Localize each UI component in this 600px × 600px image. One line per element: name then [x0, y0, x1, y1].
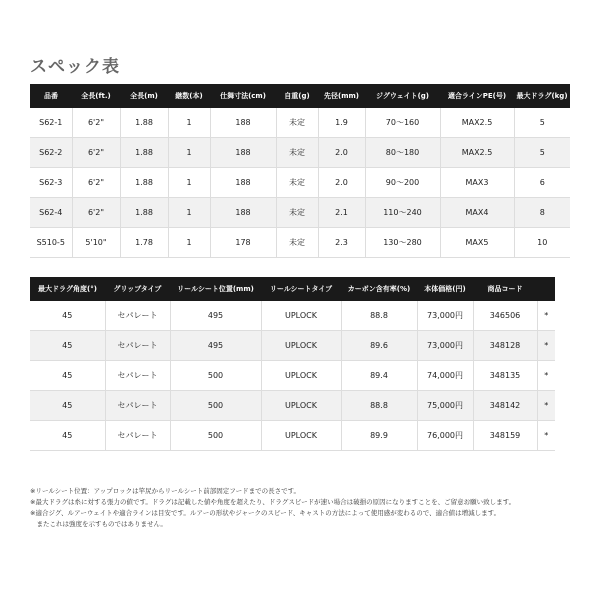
table-cell: 1.88	[120, 108, 168, 138]
table-cell: *	[537, 391, 555, 421]
table-cell: 45	[30, 361, 105, 391]
table-cell: 5	[514, 138, 570, 168]
table-cell: 1	[168, 198, 210, 228]
table-cell: 未定	[276, 198, 318, 228]
table-cell: UPLOCK	[261, 331, 341, 361]
table-cell: *	[537, 421, 555, 451]
column-header: カーボン含有率(%)	[341, 277, 417, 301]
table-row	[30, 331, 555, 361]
table-cell: 1.9	[318, 108, 365, 138]
table-cell: 75,000円	[417, 391, 473, 421]
table-cell: 1.88	[120, 138, 168, 168]
table-cell: *	[537, 361, 555, 391]
notes	[30, 486, 590, 530]
column-header: 最大ドラグ(kg)	[514, 84, 570, 108]
table-cell: 178	[210, 228, 276, 258]
table-cell: 70～160	[365, 108, 440, 138]
column-header: グリップタイプ	[105, 277, 170, 301]
table-cell: 188	[210, 198, 276, 228]
table-row	[30, 361, 555, 391]
table-cell: 89.6	[341, 331, 417, 361]
table-cell: セパレート	[105, 361, 170, 391]
table-cell: 5'10"	[72, 228, 120, 258]
table-cell: 346506	[473, 301, 537, 331]
table-cell: 88.8	[341, 391, 417, 421]
table-cell: 45	[30, 331, 105, 361]
column-header: リールシートタイプ	[261, 277, 341, 301]
column-header: 商品コード	[473, 277, 537, 301]
table-cell: 6	[514, 168, 570, 198]
table-cell: MAX2.5	[440, 108, 514, 138]
table-cell: MAX3	[440, 168, 514, 198]
table-cell: 80～180	[365, 138, 440, 168]
table-cell: 6'2"	[72, 168, 120, 198]
table-cell: 10	[514, 228, 570, 258]
table-cell: 188	[210, 108, 276, 138]
table-cell: 2.3	[318, 228, 365, 258]
table-row	[30, 391, 555, 421]
column-header: 全長(m)	[120, 84, 168, 108]
column-header: 継数(本)	[168, 84, 210, 108]
table-cell: 88.8	[341, 301, 417, 331]
table-cell: *	[537, 301, 555, 331]
table-cell: 495	[170, 331, 261, 361]
table-cell: 2.0	[318, 138, 365, 168]
table-cell: 89.9	[341, 421, 417, 451]
table-cell: 76,000円	[417, 421, 473, 451]
table-cell: 未定	[276, 168, 318, 198]
note-line: ※適合ジグ、ルアーウェイトや適合ラインは目安です。ルアーの形状やジャークのスピード、キャストの方法によって使用感が変わるので、適合値は増減します。	[30, 509, 501, 517]
table-cell: セパレート	[105, 301, 170, 331]
table-row	[30, 421, 555, 451]
table-row	[30, 168, 570, 198]
column-header: リールシート位置(mm)	[170, 277, 261, 301]
column-header: 本体価格(円)	[417, 277, 473, 301]
table-cell: MAX2.5	[440, 138, 514, 168]
column-header: ジグウェイト(g)	[365, 84, 440, 108]
column-header: 最大ドラグ角度(°)	[30, 277, 105, 301]
column-header: 先径(mm)	[318, 84, 365, 108]
table-cell: 74,000円	[417, 361, 473, 391]
note-line: ※リールシート位置：アップロックは竿尻からリールシート前部固定フードまでの長さです。	[30, 487, 301, 495]
table-cell: 1.88	[120, 198, 168, 228]
table-cell: UPLOCK	[261, 391, 341, 421]
product-table	[30, 277, 555, 451]
table-cell: S62-4	[30, 198, 72, 228]
table-cell: 188	[210, 168, 276, 198]
table-cell: 6'2"	[72, 138, 120, 168]
table-cell: セパレート	[105, 391, 170, 421]
table-cell: 1	[168, 228, 210, 258]
table-cell: 348142	[473, 391, 537, 421]
table-cell: 1	[168, 108, 210, 138]
table-row	[30, 301, 555, 331]
table-cell: S62-1	[30, 108, 72, 138]
table-cell: 73,000円	[417, 331, 473, 361]
table-cell: 73,000円	[417, 301, 473, 331]
table-cell: 500	[170, 361, 261, 391]
table-cell: MAX5	[440, 228, 514, 258]
table-cell: 348128	[473, 331, 537, 361]
table-cell: 348135	[473, 361, 537, 391]
table-cell: 348159	[473, 421, 537, 451]
table-cell: 1.78	[120, 228, 168, 258]
page-title: スペック表	[30, 57, 120, 77]
table-cell: 5	[514, 108, 570, 138]
table-cell: MAX4	[440, 198, 514, 228]
table-cell: 45	[30, 421, 105, 451]
table-cell: UPLOCK	[261, 301, 341, 331]
table-cell: 188	[210, 138, 276, 168]
table-cell: 2.0	[318, 168, 365, 198]
column-header: 全長(ft.)	[72, 84, 120, 108]
table-row	[30, 108, 570, 138]
table-cell: 1.88	[120, 168, 168, 198]
table-cell: 45	[30, 391, 105, 421]
table-cell: 1	[168, 168, 210, 198]
table-cell: セパレート	[105, 421, 170, 451]
table-cell: 1	[168, 138, 210, 168]
table-cell: *	[537, 331, 555, 361]
table-row	[30, 198, 570, 228]
column-header: 自重(g)	[276, 84, 318, 108]
table-cell: 90～200	[365, 168, 440, 198]
spec-table	[30, 84, 570, 258]
table-cell: 未定	[276, 228, 318, 258]
table-cell: 45	[30, 301, 105, 331]
table-cell: 未定	[276, 108, 318, 138]
table-row	[30, 228, 570, 258]
table-cell: 8	[514, 198, 570, 228]
table-cell: 6'2"	[72, 198, 120, 228]
table-cell: 未定	[276, 138, 318, 168]
table-row	[30, 138, 570, 168]
table-cell: 6'2"	[72, 108, 120, 138]
table-cell: UPLOCK	[261, 361, 341, 391]
product-table-header	[30, 277, 555, 301]
table-cell: S62-2	[30, 138, 72, 168]
table-cell: S62-3	[30, 168, 72, 198]
column-header: 仕舞寸法(cm)	[210, 84, 276, 108]
column-header: 適合ラインPE(号)	[440, 84, 514, 108]
table-cell: 110～240	[365, 198, 440, 228]
table-cell: 500	[170, 391, 261, 421]
table-cell: セパレート	[105, 331, 170, 361]
table-cell: UPLOCK	[261, 421, 341, 451]
table-cell: 130～280	[365, 228, 440, 258]
column-header	[537, 277, 555, 301]
table-cell: 2.1	[318, 198, 365, 228]
table-cell: 500	[170, 421, 261, 451]
spec-table-header	[30, 84, 570, 108]
table-cell: S510-5	[30, 228, 72, 258]
column-header: 品番	[30, 84, 72, 108]
table-cell: 495	[170, 301, 261, 331]
note-line: またこれは強度を示すものではありません。	[30, 520, 167, 528]
table-cell: 89.4	[341, 361, 417, 391]
note-line: ※最大ドラグは糸に対する張力の値です。ドラグは記載した値や角度を超えたり、ドラグスピードが速い場合は破損の原因になりますことを、ご留意お願い致します。	[30, 498, 516, 506]
